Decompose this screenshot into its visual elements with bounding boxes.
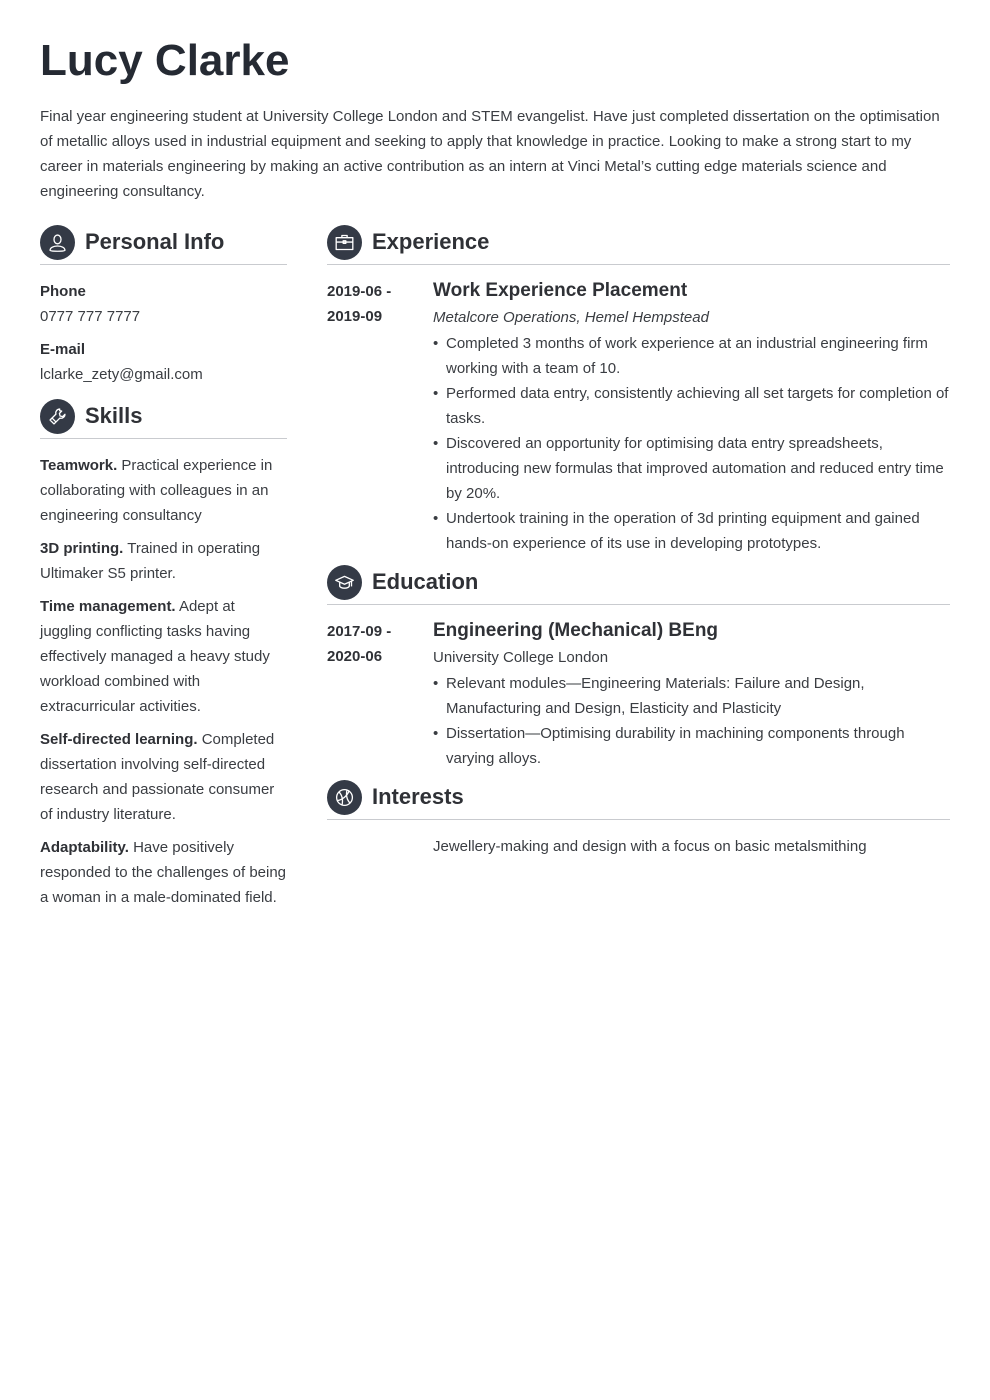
wrench-icon <box>40 399 75 434</box>
user-icon <box>40 225 75 260</box>
skills-title: Skills <box>85 403 143 428</box>
skill-item <box>40 835 287 910</box>
degree-title: Engineering (Mechanical) BEng <box>433 620 719 641</box>
skill-description: Practical experience in collaborating with colleagues in an engineering consultancy <box>40 457 273 524</box>
right-column <box>327 224 950 859</box>
list-item: • Performed data entry, consistently achieving all set targets for completion of tasks. <box>433 381 950 431</box>
list-item: • Discovered an opportunity for optimising data entry spreadsheets, introducing new formulas that improved automation and reduced entry time by 20%. <box>433 431 950 506</box>
education-header <box>327 564 950 605</box>
interest-item: Jewellery-making and design with a focus on basic metalsmithing <box>433 838 867 855</box>
entry-body <box>433 619 950 771</box>
skill-item <box>40 453 287 528</box>
job-title: Work Experience Placement <box>433 280 688 301</box>
entry-body <box>433 279 950 556</box>
date-start: 2017-09 - <box>327 623 392 640</box>
list-item: • Completed 3 months of work experience at an industrial engineering firm working with a team of 10. <box>433 331 950 381</box>
date-end: 2019-09 <box>327 308 383 325</box>
list-item: • Dissertation—Optimising durability in machining components through varying alloys. <box>433 721 950 771</box>
experience-entry <box>327 279 950 556</box>
interests-title: Interests <box>372 784 464 809</box>
list-item: • Relevant modules—Engineering Materials: Failure and Design, Manufacturing and Design, Elasticity and Plasticity <box>433 671 950 721</box>
personal-info-title: Personal Info <box>85 229 225 254</box>
skills-header <box>40 398 287 439</box>
skill-description: Completed dissertation involving self-directed research and passionate consumer of industry literature. <box>40 731 275 823</box>
skill-item <box>40 727 287 827</box>
skill-name: Time management. <box>40 598 176 615</box>
skill-description: Trained in operating Ultimaker S5 printer. <box>40 540 261 582</box>
skill-name: Teamwork. <box>40 457 118 474</box>
date-end: 2020-06 <box>327 648 383 665</box>
skill-description: Have positively responded to the challenges of being a woman in a male-dominated field. <box>40 839 287 906</box>
experience-title: Experience <box>372 229 490 254</box>
employer: Metalcore Operations, Hemel Hempstead <box>433 309 709 326</box>
skill-description: Adept at juggling conflicting tasks having effectively managed a heavy study workload combined with extracurricular activities. <box>40 598 270 715</box>
education-entry <box>327 619 950 771</box>
left-column <box>40 224 287 918</box>
interests-header <box>327 779 950 820</box>
skill-item <box>40 536 287 586</box>
experience-bullets <box>433 331 950 556</box>
experience-header <box>327 224 950 265</box>
basketball-icon <box>327 780 362 815</box>
list-item: • Undertook training in the operation of 3d printing equipment and gained hands-on experience of its use in developing prototypes. <box>433 506 950 556</box>
resume-page <box>40 36 950 906</box>
education-title: Education <box>372 569 479 594</box>
skill-item <box>40 594 287 719</box>
skill-name: Self-directed learning. <box>40 731 198 748</box>
phone-label: Phone <box>40 283 86 300</box>
candidate-name: Lucy Clarke <box>40 36 290 85</box>
entry-dates <box>327 279 433 556</box>
email-label: E-mail <box>40 341 86 358</box>
date-start: 2019-06 - <box>327 283 392 300</box>
institution: University College London <box>433 649 609 666</box>
phone-value: 0777 777 7777 <box>40 308 141 325</box>
briefcase-icon <box>327 225 362 260</box>
personal-info-header <box>40 224 287 265</box>
entry-dates <box>327 619 433 771</box>
skill-name: 3D printing. <box>40 540 124 557</box>
education-bullets <box>433 671 950 771</box>
skill-name: Adaptability. <box>40 839 129 856</box>
email-value: lclarke_zety@gmail.com <box>40 366 203 383</box>
graduation-cap-icon <box>327 565 362 600</box>
profile-summary: Final year engineering student at University College London and STEM evangelist. Have just completed dissertation on the optimisation of metallic alloys used in industrial equipment and seeking to apply that knowledge in practice. Looking to make a strong start to my career in materials engineering by making an active contribution as an intern at Vinci Metal’s cutting edge materials science and engineering consultancy. <box>40 108 940 200</box>
